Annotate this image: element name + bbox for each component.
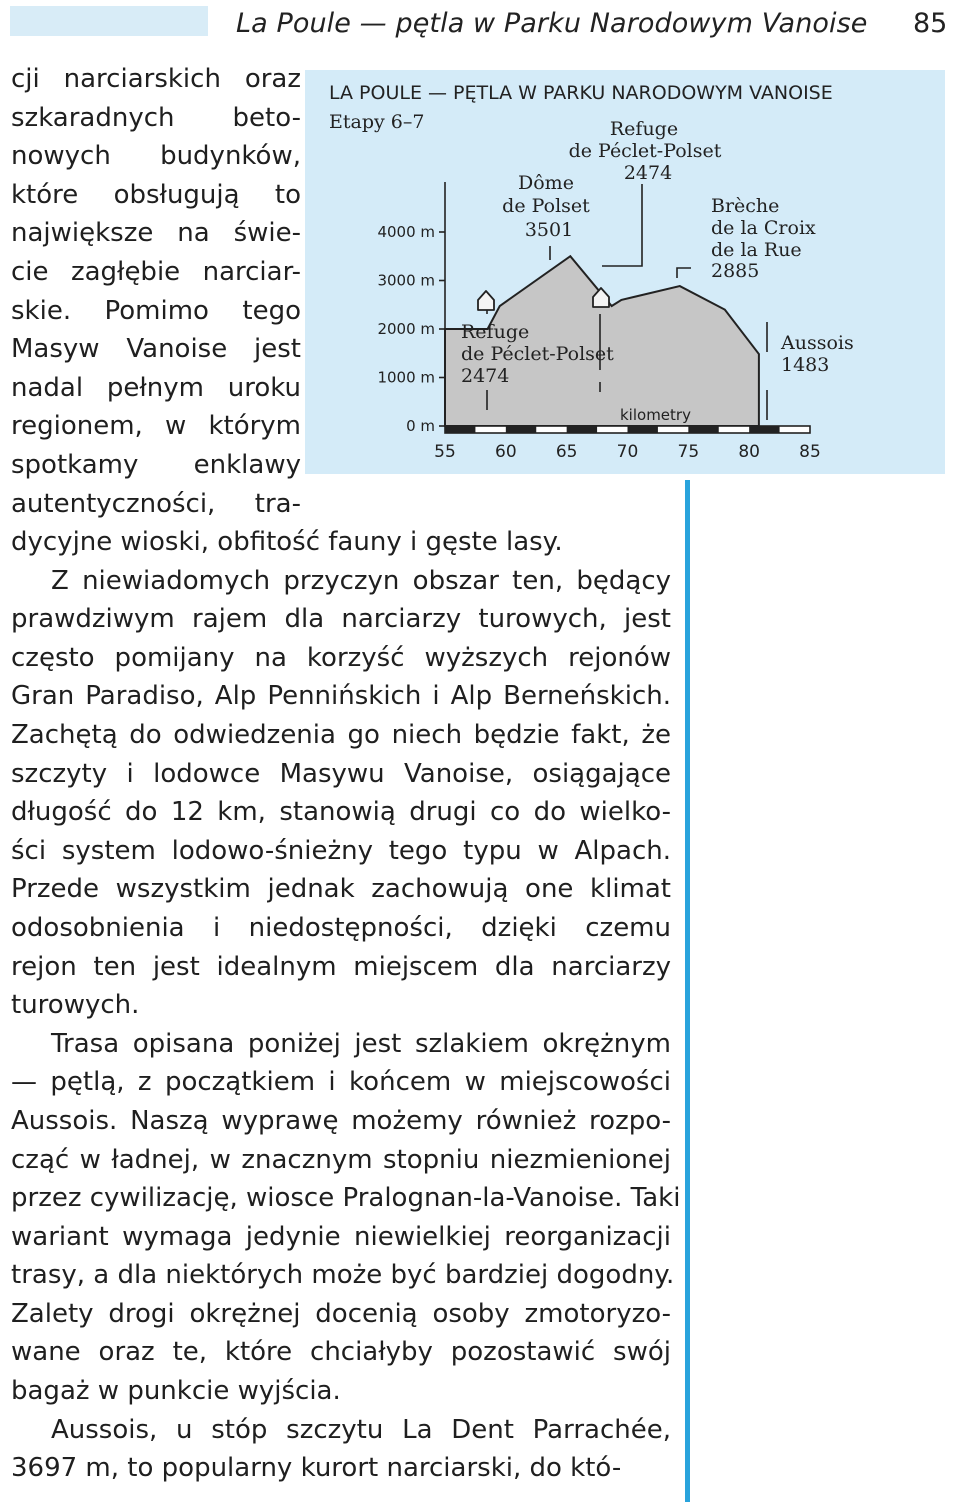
text-line: przez cywilizację, wiosce Pralognan-la-Vanoise. Taki [11,1183,681,1214]
y-tick-label: 1000 m [377,368,435,387]
label-breche-sub1: de la Croix [711,217,816,239]
svg-text:Refuge de Péclet-Polset [569,118,728,184]
text-line: szczyty i lodowce Masywu Vanoise, osiągające [11,758,671,789]
y-tick-label: 0 m [406,417,435,435]
label-dome-sub: de Polset [502,195,590,217]
profile-point [758,353,760,355]
text-line: trasy, a dla niektórych może być bardziej dogodny. [11,1260,675,1291]
profile-point [621,299,623,301]
label-aussois-name: Aussois [781,332,854,354]
header-color-band [10,6,208,36]
figure-subtitle: Etapy 6–7 [329,111,425,133]
text-line: Zachętą do odwiedzenia go niech będzie fakt, że [11,719,671,750]
x-tick-label: 55 [434,442,456,462]
text-line: Z niewiadomych przyczyn obszar ten, będący [51,565,671,596]
text-line: Przede wszystkim jednak zachowują one klimat [11,874,671,905]
margin-accent-rule [685,480,690,1502]
text-line: wane oraz te, które chciałyby pozostawić swój [11,1337,671,1368]
figure-title: LA POULE — PĘTLA W PARKU NARODOWYM VANOISE [329,82,833,104]
label-breche-sub2: de la Rue [711,239,802,261]
elevation-profile-figure [305,70,945,474]
text-line: największe na świe- [11,218,301,249]
text-line: — pętlą, z początkiem i końcem w miejscowości [11,1067,671,1098]
text-line: wariant wymaga jedynie niewielkiej reorganizacji [11,1221,671,1252]
x-tick-label: 70 [616,442,639,462]
label-refuge-low-name: Refuge [461,321,530,343]
text-line: często pomijany na korzyść wyższych rejonów [11,642,671,673]
svg-text:Brèche de la Croix [711,195,822,282]
label-aussois-alt: 1483 [781,354,830,376]
x-axis-segment [506,426,536,433]
profile-point [611,305,613,307]
text-line: regionem, w którym [11,411,301,442]
running-head: La Poule — pętla w Parku Narodowym Vanoise [236,8,868,39]
profile-point [679,285,681,287]
text-line: rejon ten jest idealnym miejscem dla narciarzy [11,951,671,982]
text-line: prawdziwym rajem dla narciarzy turowych, jest [11,604,671,635]
body-text-full-width [11,523,681,1488]
x-axis-segment [749,426,779,433]
elevation-profile-chart [305,70,945,474]
leader-breche [677,268,691,278]
label-dome-name: Dôme [518,172,574,194]
text-line: które obsługują to [11,179,301,210]
text-line: cząć w ładnej, w znacznym stopniu niezmienionej [11,1144,671,1175]
page-number: 85 [913,8,948,39]
label-breche-alt: 2885 [711,260,760,282]
text-line: Masyw Vanoise jest [11,334,301,365]
text-line: autentyczności, tra- [11,488,301,519]
text-line: cie zagłębie narciar- [11,256,301,287]
x-tick-label: 75 [677,442,700,462]
label-refuge-top-name: Refuge [609,118,679,140]
text-line: cji narciarskich oraz [11,64,301,94]
text-line: spotkamy enklawy [11,449,301,480]
profile-point [570,255,572,257]
x-axis-segment [688,426,718,433]
svg-text:Dôme de Polset 350 [502,172,596,241]
text-line: szkaradnych beto- [11,102,301,133]
y-tick-label: 4000 m [377,223,435,241]
x-axis-segment [445,426,475,433]
x-tick-label: 80 [738,442,760,462]
x-axis-title: kilometry [620,406,691,424]
hut-icon [478,291,494,310]
text-line: odosobnienia i niedostępności, dzięki czemu [11,912,671,943]
text-line: Aussois, u stóp szczytu La Dent Parrachée, [51,1414,671,1445]
text-line: Trasa opisana poniżej jest szlakiem okrężnym [51,1028,671,1059]
x-tick-label: 60 [495,442,517,462]
body-text-narrow-column [11,60,301,523]
label-refuge-low-alt: 2474 [461,365,510,387]
label-refuge-low-sub: de Péclet-Polset [461,343,614,365]
label-dome-alt: 3501 [524,219,574,241]
text-line: nadal pełnym uroku [11,372,301,403]
x-tick-label: 85 [799,442,821,462]
y-tick-label: 2000 m [377,320,435,338]
svg-text:Aussois 1483 [780,332,860,376]
profile-point [724,309,726,311]
text-line: Zalety drogi okrężnej docenią osoby zmotoryzo- [11,1298,671,1329]
label-refuge-top-sub: de Péclet-Polset [568,140,722,162]
text-line: długość do 12 km, stanowią drugi co do wielko- [11,797,671,828]
y-tick-label: 3000 m [377,271,435,290]
x-axis-segment [628,426,658,433]
text-line: 3697 m, to popularny kurort narciarski, do któ- [11,1453,622,1484]
text-line: dycyjne wioski, obfitość fauny i gęste lasy. [11,527,563,557]
x-axis-segment [567,426,597,433]
text-line: bagaż w punkcie wyjścia. [11,1376,341,1407]
label-refuge-top-alt: 2474 [623,162,673,184]
profile-point [499,305,501,307]
text-line: turowych. [11,990,140,1021]
label-breche-name: Brèche [711,195,780,217]
leader-refuge-top [602,184,642,266]
text-line: Aussois. Naszą wyprawę możemy również rozpo- [11,1105,671,1136]
text-line: Gran Paradiso, Alp Pennińskich i Alp Berneńskich. [11,681,671,712]
text-line: skie. Pomimo tego [11,295,301,326]
x-tick-label: 65 [555,442,578,462]
text-line: nowych budynków, [11,141,301,172]
text-line: ści system lodowo-śnieżny tego typu w Alpach. [11,835,671,866]
